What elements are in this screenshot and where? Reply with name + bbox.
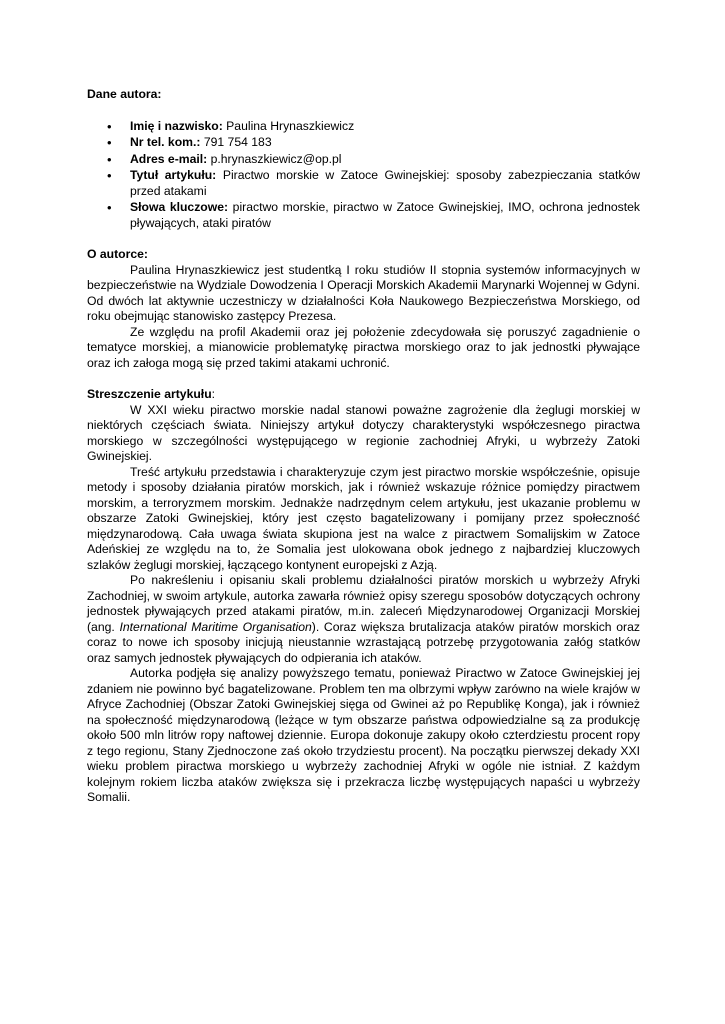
abstract-p3-italic: International Maritime Organisation <box>119 619 312 634</box>
about-author-heading: O autorce: <box>87 247 148 261</box>
about-author-section <box>87 247 640 371</box>
phone-value: 791 754 183 <box>200 135 272 149</box>
abstract-paragraph-4: Autorka podjęła się analizy powyższego tematu, ponieważ Piractwo w Zatoce Gwinejskiej jej zdaniem nie powinno być bagatelizowane. Problem ten ma olbrzymi wpływ zarówno na wiele krajów w Afryce Zachodniej (Obszar Zatoki Gwinejskiej sięga od Gwinei aż po Republikę Konga), jak i również na społeczność międzynarodową (leżące w tym obszarze państwa odpowiedzialne są za produkcję około 500 mln litrów ropy naftowej dziennie. Europa dokonuje zakupy około czterdziestu procent ropy z tego regionu, Stany Zjednoczone zaś około trzydziestu procent). Na początku pierwszej dekady XXI wieku problem piractwa morskiego u wybrzeży zachodniej Afryki w ogóle nie istniał. Z każdym kolejnym rokiem liczba ataków zwiększa się i przekracza liczbę występujących napaści u wybrzeży Somalii. <box>87 666 640 804</box>
article-title-item <box>87 168 640 199</box>
abstract-paragraph-3 <box>87 573 640 666</box>
abstract-heading: Streszczenie artykułu <box>87 387 212 401</box>
author-name-item <box>87 119 640 135</box>
about-author-paragraph-1: Paulina Hrynaszkiewicz jest studentką I roku studiów II stopnia systemów informacyjnych w bezpieczeństwie na Wydziale Dowodzenia I Operacji Morskich Akademii Marynarki Wojennej w Gdyni. Od dwóch lat aktywnie uczestniczy w działalności Koła Naukowego Bezpieczeństwa Morskiego, od roku obejmując stanowisko zastępcy Prezesa. <box>87 262 640 323</box>
abstract-paragraph-2: Treść artykułu przedstawia i charakteryzuje czym jest piractwo morskie współcześnie, opisuje metody i sposoby działania piratów morskich, jak i również wskazuje różnice pomiędzy piractwem morskim, a terroryzmem morskim. Jednakże nadrzędnym celem artykułu, jest ukazanie problemu w obszarze Zatoki Gwinejskiej, który jest często bagatelizowany i pomijany przez społeczność międzynarodową. Cała uwaga świata skupiona jest na walce z piractwem Somalijskim w Zatoce Adeńskiej ze względu na to, że Somalia jest ulokowana obok jednego z najbardziej kluczowych szlaków żeglugi morskiej, łączącego kontynent europejski z Azją. <box>87 464 640 572</box>
abstract-heading-colon: : <box>211 387 216 401</box>
author-data-heading: Dane autora: <box>87 87 162 101</box>
abstract-heading-line <box>87 387 640 403</box>
abstract-p3-before: Po nakreśleniu i opisaniu skali problemu działalności piratów morskich u wybrzeży Afryki Zachodniej, w swoim artykule, autorka zawarła również opisy szeregu sposobów dotyczących ochrony jednostek pływających przed atakami piratów, m.in. zaleceń Międzynarodowej Organizacji Morskiej (ang. <box>87 573 640 634</box>
phone-label: Nr tel. kom.: <box>130 135 201 149</box>
keywords-label: Słowa kluczowe: <box>130 200 229 214</box>
abstract-paragraph-1: W XXI wieku piractwo morskie nadal stanowi poważne zagrożenie dla żeglugi morskiej w niektórych częściach świata. Niniejszy artykuł dotyczy charakterystyki współczesnego piractwa morskiego w szczególności występującego w regionie zachodniej Afryki, u wybrzeży Zatoki Gwinejskiej. <box>87 402 640 463</box>
about-author-paragraph-2: Ze względu na profil Akademii oraz jej położenie zdecydowała się poruszyć zagadnienie o tematyce morskiej, a mianowicie problematykę piractwa morskiego oraz to jak jednostki pływające oraz ich załoga mogą się przed takimi atakami uchronić. <box>87 324 640 370</box>
article-title-label: Tytuł artykułu: <box>130 168 217 182</box>
email-item <box>87 152 640 168</box>
author-name-value: Paulina Hrynaszkiewicz <box>222 118 355 133</box>
keywords-value: piractwo morskie, piractwo w Zatoce Gwinejskiej, IMO, ochrona jednostek pływających, ataki piratów <box>130 200 640 230</box>
email-label: Adres e-mail: <box>130 151 208 166</box>
document-page <box>87 87 640 806</box>
abstract-p3-after: ). Coraz większa brutalizacja ataków piratów morskich oraz coraz to nowe ich sposoby inicjują nieustannie wzrastającą potrzebę przygotowania załóg statków oraz samych jednostek pływających do odpierania ich ataków. <box>87 619 640 665</box>
email-value: p.hrynaszkiewicz@op.pl <box>207 151 342 166</box>
abstract-section <box>87 387 640 806</box>
author-name-label: Imię i nazwisko: <box>130 118 223 133</box>
keywords-item <box>87 200 640 231</box>
author-data-list <box>87 119 640 232</box>
phone-item <box>87 135 640 151</box>
article-title-value: Piractwo morskie w Zatoce Gwinejskiej: sposoby zabezpieczania statków przed atakami <box>130 168 640 198</box>
